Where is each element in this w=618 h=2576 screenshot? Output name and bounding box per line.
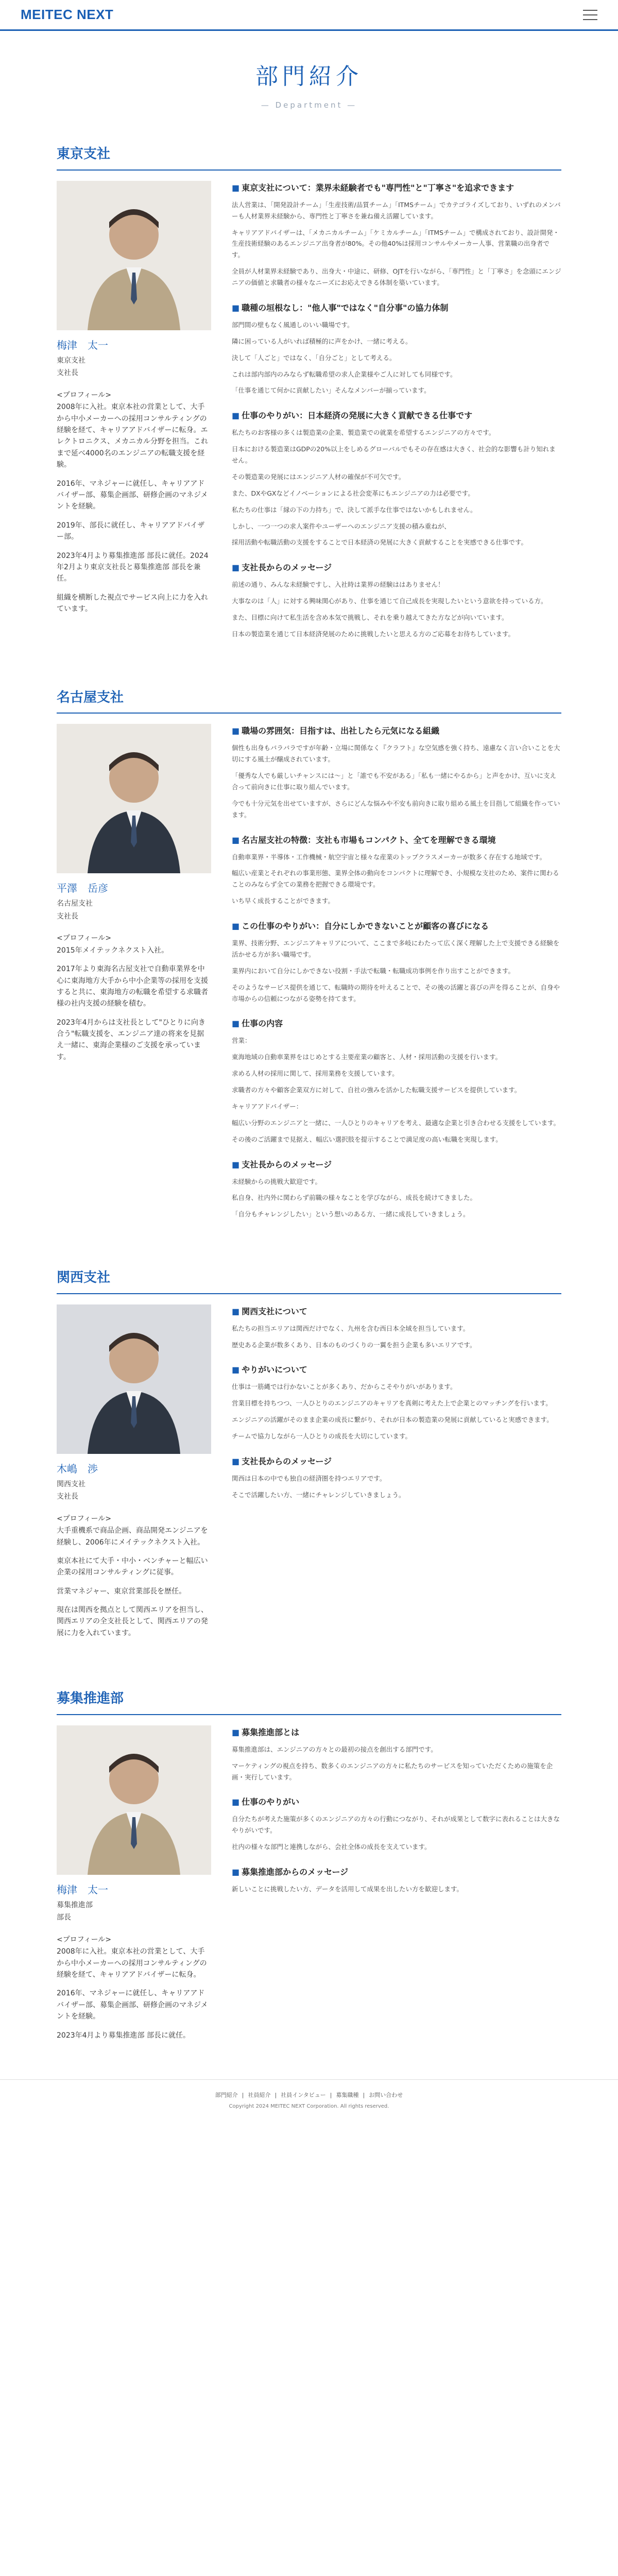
branches-list (0, 143, 618, 2048)
branch-heading: 募集推進部 (57, 1687, 561, 1715)
content-heading-text: 名古屋支社の特徴：支社も市場もコンパクト、全てを理解できる環境 (242, 835, 496, 845)
profile-paragraph: 2023年4月より募集推進部 部長に就任。2024年2月より東京支社長と募集推進部 部長を兼任。 (57, 551, 209, 583)
content-heading-text: やりがいについて (242, 1365, 307, 1375)
site-footer (0, 2079, 618, 2127)
content-heading-text: 職場の雰囲気：目指すは、出社したら元気になる組織 (242, 726, 440, 736)
content-heading (232, 919, 561, 934)
content-heading-text: 支社長からのメッセージ (242, 563, 332, 573)
content-paragraph: 部門間の壁もなく風通しのいい職場です。 (232, 320, 354, 329)
square-bullet-icon: ■ (232, 302, 240, 313)
square-bullet-icon: ■ (232, 1306, 240, 1316)
branch-section (0, 1687, 618, 2048)
content-paragraph: 「仕事を通じて何かに貢献したい」そんなメンバーが揃っています。 (232, 386, 431, 395)
footer-link[interactable]: 社員インタビュー (281, 2091, 326, 2098)
square-bullet-icon: ■ (232, 182, 240, 193)
person-silhouette-icon (57, 724, 211, 873)
branch-content (232, 1304, 561, 1647)
person-name: 木嶋 渉 (57, 1462, 98, 1475)
content-heading-text: 仕事のやりがい：日本経済の発展に大きく貢献できる仕事です (242, 411, 473, 421)
content-paragraph: 社内の様々な部門と連携しながら、会社全体の成長を支えています。 (232, 1843, 431, 1851)
footer-links (0, 2090, 618, 2100)
footer-separator: | (242, 2091, 244, 2098)
content-heading-text: 支社長からのメッセージ (242, 1456, 332, 1466)
person-silhouette-icon (57, 1725, 211, 1875)
profile-paragraph: 2015年メイテックネクスト入社。 (57, 946, 169, 955)
content-heading (232, 1454, 561, 1469)
content-paragraph: これは部内部内のみならず転職希望の求人企業様やご人に対しても同様です。 (232, 370, 457, 378)
content-paragraph: 幅広い分野のエンジニアと一緒に、一人ひとりのキャリアを考え、最適な企業と引き合わせる支援をしています。 (232, 1118, 560, 1127)
content-paragraph: 関西は日本の中でも独自の経済圏を持つエリアです。 (232, 1474, 386, 1482)
content-heading (232, 833, 561, 848)
person-photo (57, 1725, 211, 1875)
content-paragraph: その後のご活躍まで見据え、幅広い選択肢を提示することで満足度の高い転職を実現します。 (232, 1135, 502, 1143)
content-paragraph: チームで協力しながら一人ひとりの成長を大切にしています。 (232, 1432, 412, 1440)
square-bullet-icon: ■ (232, 1456, 240, 1466)
person-name: 梅津 太一 (57, 1883, 108, 1896)
content-paragraph: 自動車業界・半導体・工作機械・航空宇宙と様々な産業のトップクラスメーカーが数多く存在する地域です。 (232, 853, 546, 861)
person-dept: 関西支社 (57, 1480, 85, 1488)
profile-paragraph: 2023年4月より募集推進部 部長に就任。 (57, 2031, 190, 2040)
branch-content (232, 181, 561, 645)
content-heading (232, 561, 561, 575)
branch-section (0, 143, 618, 645)
footer-separator: | (363, 2091, 365, 2098)
profile-paragraph: 2008年に入社。東京本社の営業として、大手から中小メーカーへの採用コンサルティングの経験を経て、キャリアアドバイザーに転身。エレクトロニクス、メカニカル分野を担当。これまで延べ4000名のエンジニアの転職支援を経験。 (57, 403, 208, 469)
content-paragraph: 私たちの担当エリアは関西だけでなく、九州を含む西日本全域を担当しています。 (232, 1324, 470, 1332)
content-heading-text: 仕事の内容 (242, 1019, 283, 1029)
person-role: 支社長 (57, 912, 78, 921)
branch-heading: 関西支社 (57, 1266, 561, 1294)
content-paragraph: 採用活動や転職活動の支援をすることで日本経済の発展に大きく貢献することを実感できる仕事です。 (232, 538, 528, 547)
square-bullet-icon: ■ (232, 1159, 240, 1170)
person-silhouette-icon (57, 181, 211, 330)
person-dept: 募集推進部 (57, 1901, 93, 1909)
content-paragraph: 自分たちが考えた施策が多くのエンジニアの方々の行動につながり、それが成果として数字に表れることは大きなやりがいです。 (232, 1815, 560, 1835)
branch-section (0, 686, 618, 1225)
square-bullet-icon: ■ (232, 1365, 240, 1375)
footer-link[interactable]: お問い合わせ (369, 2091, 403, 2098)
profile-label: <プロフィール> (57, 1935, 112, 1944)
content-paragraph: そのようなサービス提供を通じて、転職時の期待を叶えることで、その後の活躍と喜びの声を得ることが、自身や市場からの信頼につながる姿勢を持てます。 (232, 983, 560, 1003)
content-paragraph: また、目標に向けて私生活を含め本気で挑戦し、それを乗り越えてきた方などが向いています。 (232, 614, 508, 621)
square-bullet-icon: ■ (232, 1797, 240, 1807)
content-paragraph: 新しいことに挑戦したい方、データを活用して成果を出したい方を歓迎します。 (232, 1885, 464, 1893)
footer-link[interactable]: 社員紹介 (248, 2091, 271, 2098)
square-bullet-icon: ■ (232, 921, 240, 931)
content-paragraph: 決して「人ごと」ではなく、「自分ごと」として考える。 (232, 353, 396, 362)
content-heading (232, 301, 561, 315)
content-paragraph: 営業目標を持ちつつ、一人ひとりのエンジニアのキャリアを真剣に考えた上で企業とのマッチングを行います。 (232, 1399, 552, 1408)
profile-paragraph: 大手重機系で商品企画、商品開発エンジニアを経験し、2006年にメイテックネクスト入社。 (57, 1527, 208, 1547)
hamburger-menu-icon[interactable] (583, 10, 597, 20)
content-paragraph: 個性も出身もバラバラですが年齢・立場に関係なく『クラフト』な空気感を強く持ち、遠慮なく言い合いことを大切にする風土が醸成されています。 (232, 744, 560, 764)
person-photo (57, 724, 211, 873)
site-header (0, 0, 618, 31)
profile-column (57, 181, 211, 645)
person-role: 部長 (57, 1913, 71, 1922)
content-paragraph: その製造業の発展にはエンジニア人材の確保が不可欠です。 (232, 472, 405, 481)
profile-paragraph: 2008年に入社。東京本社の営業として、大手から中小メーカーへの採用コンサルティングの経験を経て、キャリアアドバイザーに転身。 (57, 1947, 207, 1979)
content-paragraph: 「優秀な人でも厳しいチャンスには〜」と「誰でも不安がある」「私も一緒にやるから」と声をかけ、互いに支え合って前向きに仕事に取り組んでいます。 (232, 772, 557, 791)
branch-body (57, 1725, 561, 2048)
square-bullet-icon: ■ (232, 1019, 240, 1029)
profile-column (57, 1304, 211, 1647)
content-heading-text: 募集推進部とは (242, 1727, 300, 1737)
branch-content (232, 1725, 561, 2048)
profile-paragraph: 2019年、部長に就任し、キャリアアドバイザー部。 (57, 521, 205, 541)
content-paragraph: 大事なのは「人」に対する興味関心があり、仕事を通じて自己成長を実現したいという意欲を持っている方。 (232, 597, 547, 605)
content-paragraph: 「自分もチャレンジしたい」という想いのある方、一緒に成長していきましょう。 (232, 1210, 470, 1218)
copyright: Copyright 2024 MEITEC NEXT Corporation. All rights reserved. (229, 2104, 389, 2110)
footer-separator: | (330, 2091, 332, 2098)
content-paragraph: 隣に困っている人がいれば積極的に声をかけ、一緒に考える。 (232, 337, 412, 345)
content-heading-text: 関西支社について (242, 1306, 307, 1316)
person-name: 梅津 太一 (57, 338, 108, 351)
content-paragraph: 歴史ある企業が数多くあり、日本のものづくりの一翼を担う企業も多いエリアです。 (232, 1341, 476, 1349)
profile-paragraph: 営業マネジャー、東京営業部長を歴任。 (57, 1587, 186, 1596)
profile-paragraph: 2016年、マネジャーに就任し、キャリアアドバイザー部、募集企画部、研修企画のマネジメントを経験。 (57, 479, 208, 511)
content-paragraph: 未経験からの挑戦大歓迎です。 (232, 1177, 322, 1185)
branch-body (57, 1304, 561, 1647)
content-paragraph: そこで活躍したい方、一緒にチャレンジしていきましょう。 (232, 1490, 405, 1499)
page-title: 部門紹介 (255, 63, 363, 90)
content-paragraph: 私たちの仕事は「縁の下の力持ち」で、決して派手な仕事ではないかもしれません。 (232, 505, 477, 514)
profile-paragraph: 2017年より東海名古屋支社で自動車業界を中心に東海地方大手から中小企業等の採用を支援すると共に、東海地方の転職を希望する求職者様の社内支援の経験を積む。 (57, 965, 208, 1008)
content-paragraph: 東海地域の自動車業界をはじめとする主要産業の顧客と、人材・採用活動の支援を行います。 (232, 1053, 502, 1061)
content-heading (232, 1304, 561, 1319)
content-paragraph: 仕事は一筋縄では行かないことが多くあり、だからこそやりがいがあります。 (232, 1383, 457, 1391)
square-bullet-icon: ■ (232, 411, 240, 421)
content-heading-text: 職種の垣根なし："他人事"ではなく"自分事"の協力体制 (242, 302, 449, 313)
content-heading (232, 409, 561, 423)
content-heading-text: 仕事のやりがい (242, 1797, 300, 1807)
content-paragraph: 今でも十分元気を出せていますが、さらにどんな悩みや不安も前向きに取り組める風土を目指して組織を作っています。 (232, 799, 560, 819)
profile-column (57, 724, 211, 1225)
profile-paragraph: 東京本社にて大手・中小・ベンチャーと幅広い企業の採用コンサルティングに従事。 (57, 1556, 208, 1577)
branch-body (57, 724, 561, 1225)
person-dept: 東京支社 (57, 356, 85, 365)
content-paragraph: 日本の製造業を通じて日本経済発展のために挑戦したいと思える方のご応募をお待ちしています。 (232, 630, 515, 638)
content-paragraph: キャリアアドバイザー： (232, 1102, 303, 1110)
content-paragraph: 私自身、社内外に関わらず前職の様々なことを学びながら、成長を続けてきました。 (232, 1194, 477, 1202)
profile-text (57, 1525, 211, 1639)
profile-column (57, 1725, 211, 2048)
content-heading (232, 724, 561, 738)
content-heading (232, 1795, 561, 1809)
content-paragraph: 業界内において自分にしかできない役割・手法で転職・転職成功事例を作り出すことができます。 (232, 967, 515, 975)
content-heading (232, 1865, 561, 1879)
footer-link[interactable]: 募集職種 (336, 2091, 359, 2098)
profile-paragraph: 組織を横断した視点でサービス向上に力を入れています。 (57, 593, 208, 614)
content-paragraph: キャリアアドバイザーは、「メカニカルチーム」「ケミカルチーム」「ITMSチーム」で構成されており、設計開発・生産技術経験のあるエンジニア出身者が80%。その他40%は採用コンサルやメーカー人事、営業職の出身者です。 (232, 228, 560, 259)
content-paragraph: 求職者の方々や顧客企業双方に対して、自社の強みを活かした転職支援サービスを提供しています。 (232, 1086, 521, 1094)
content-paragraph: マーケティングの視点を持ち、数多くのエンジニアの方々に私たちのサービスを知っていただくための施策を企画・実行しています。 (232, 1761, 553, 1781)
content-paragraph: 求める人材の採用に関して、採用業務を支援しています。 (232, 1070, 399, 1078)
square-bullet-icon: ■ (232, 1867, 240, 1877)
content-paragraph: 募集推進部は、エンジニアの方々との最初の接点を創出する部門です。 (232, 1745, 437, 1753)
profile-label: <プロフィール> (57, 934, 112, 943)
branch-section (0, 1266, 618, 1646)
page-title-block (0, 31, 618, 143)
content-paragraph: 幅広い産業とそれぞれの事業形態、業界全体の動向をコンパクトに理解でき、小規模な支社のため、案件に関わることのみならず全ての業務を把握できる環境です。 (232, 869, 559, 889)
content-paragraph: エンジニアの活躍がそのまま企業の成長に繋がり、それが日本の製造業の発展に貢献していると実感できます。 (232, 1416, 553, 1424)
content-paragraph: 全員が人材業界未経験であり、出身大・中途に、研修、OJTを行いながら、「専門性」と「丁寧さ」を念頭にエンジニアの価値と求職者の様々なニーズにお応えできる体制を築いています。 (232, 267, 561, 286)
square-bullet-icon: ■ (232, 835, 240, 845)
page-subtitle: — Department — (261, 100, 357, 110)
profile-label: <プロフィール> (57, 391, 112, 399)
person-role: 支社長 (57, 1493, 78, 1501)
branch-body (57, 181, 561, 645)
content-paragraph: いち早く成長することができます。 (232, 897, 335, 905)
person-dept: 名古屋支社 (57, 900, 93, 908)
footer-link[interactable]: 部門紹介 (215, 2091, 238, 2098)
content-heading (232, 181, 561, 195)
person-name: 平澤 岳彦 (57, 882, 108, 895)
content-paragraph: 日本における製造業はGDPの20%以上をしめるグローバルでもその存在感は大きく、社会的な影響も計り知れません。 (232, 445, 556, 464)
square-bullet-icon: ■ (232, 726, 240, 736)
content-paragraph: 前述の通り、みんな未経験ですし、入社時は業界の経験ははありません！ (232, 581, 444, 589)
content-heading-text: この仕事のやりがい：自分にしかできないことが顧客の喜びになる (242, 921, 489, 931)
content-paragraph: 私たちのお客様の多くは製造業の企業、製造業での就業を希望するエンジニアの方々です。 (232, 429, 495, 437)
content-paragraph: しかし、一つ一つの求人案件やユーザーへのエンジニア支援の積み重ねが、 (232, 522, 451, 530)
branch-heading: 東京支社 (57, 143, 561, 171)
branch-content (232, 724, 561, 1225)
content-heading-text: 募集推進部からのメッセージ (242, 1867, 349, 1877)
content-heading (232, 1725, 561, 1740)
profile-label: <プロフィール> (57, 1514, 112, 1523)
person-photo (57, 181, 211, 330)
content-heading (232, 1363, 561, 1377)
person-silhouette-icon (57, 1304, 211, 1454)
profile-paragraph: 2016年、マネジャーに就任し、キャリアアドバイザー部、募集企画部、研修企画のマネジメントを経験。 (57, 1989, 208, 2021)
profile-text (57, 1946, 211, 2041)
content-heading-text: 支社長からのメッセージ (242, 1159, 332, 1170)
square-bullet-icon: ■ (232, 563, 240, 573)
content-heading (232, 1158, 561, 1172)
footer-separator: | (274, 2091, 277, 2098)
person-role: 支社長 (57, 369, 78, 378)
site-logo[interactable]: MEITEC NEXT (21, 6, 114, 22)
profile-paragraph: 現在は関西を拠点として関西エリアを担当し、関西エリアの全支社長として、関西エリアの発展に力を入れています。 (57, 1606, 208, 1637)
branch-heading: 名古屋支社 (57, 686, 561, 714)
content-paragraph: また、DXやGXなどイノベーションによる社会変革にもエンジニアの力は必要です。 (232, 489, 474, 497)
content-heading-text: 東京支社について：業界未経験者でも"専門性"と"丁寧さ"を追求できます (242, 182, 514, 193)
content-paragraph: 営業： (232, 1037, 251, 1045)
content-heading (232, 1016, 561, 1031)
profile-paragraph: 2023年4月からは支社長として"ひとりに向き合う"転職支援を、エンジニア達の将来を見据え一緒に、東海企業様のご支援を承っています。 (57, 1018, 205, 1061)
square-bullet-icon: ■ (232, 1727, 240, 1737)
person-photo (57, 1304, 211, 1454)
content-paragraph: 業界、技術分野、エンジニアキャリアについて、ここまで多岐にわたって広く深く理解した上で支援できる経験を活かせる方が多い職場です。 (232, 939, 560, 958)
content-paragraph: 法人営業は、「開発設計チーム」「生産技術/品質チーム」「ITMSチーム」でカテゴライズしており、いずれのメンバーも人材業界未経験から、専門性と丁寧さを兼ね備え活躍しています。 (232, 200, 561, 220)
profile-text (57, 401, 211, 615)
profile-text (57, 945, 211, 1063)
